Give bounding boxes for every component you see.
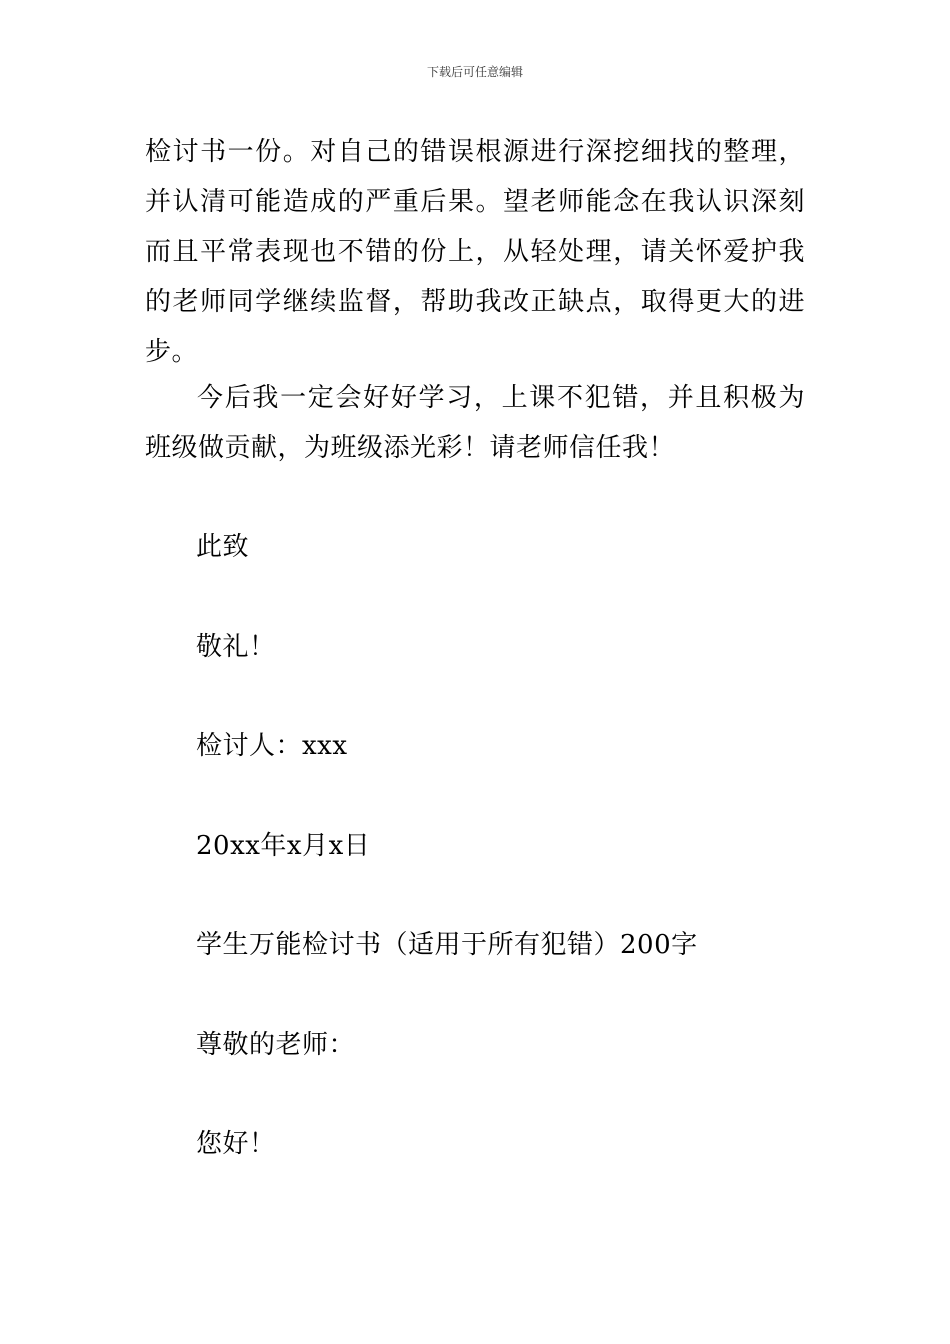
salute-line: 敬礼！ — [196, 632, 276, 662]
greeting-line: 尊敬的老师： — [196, 1030, 356, 1060]
closing-line: 此致 — [196, 532, 250, 562]
signature-line: 检讨人：xxx — [196, 731, 348, 761]
body-paragraph-2: 今后我一定会好好学习，上课不犯错，并且积极为班级做贡献，为班级添光彩！请老师信任我！ — [145, 383, 805, 463]
date-line: 20xx年x月x日 — [196, 831, 371, 861]
next-document-title: 学生万能检讨书（适用于所有犯错）200字 — [196, 930, 698, 960]
body-paragraph-1: 检讨书一份。对自己的错误根源进行深挖细找的整理，并认清可能造成的严重后果。望老师能念在我认识深刻而且平常表现也不错的份上，从轻处理，请关怀爱护我的老师同学继续监督，帮助我改正缺点，取得更大的进步。 — [145, 137, 805, 367]
page-header: 下载后可任意编辑 — [426, 65, 523, 79]
hello-line: 您好！ — [196, 1129, 276, 1159]
